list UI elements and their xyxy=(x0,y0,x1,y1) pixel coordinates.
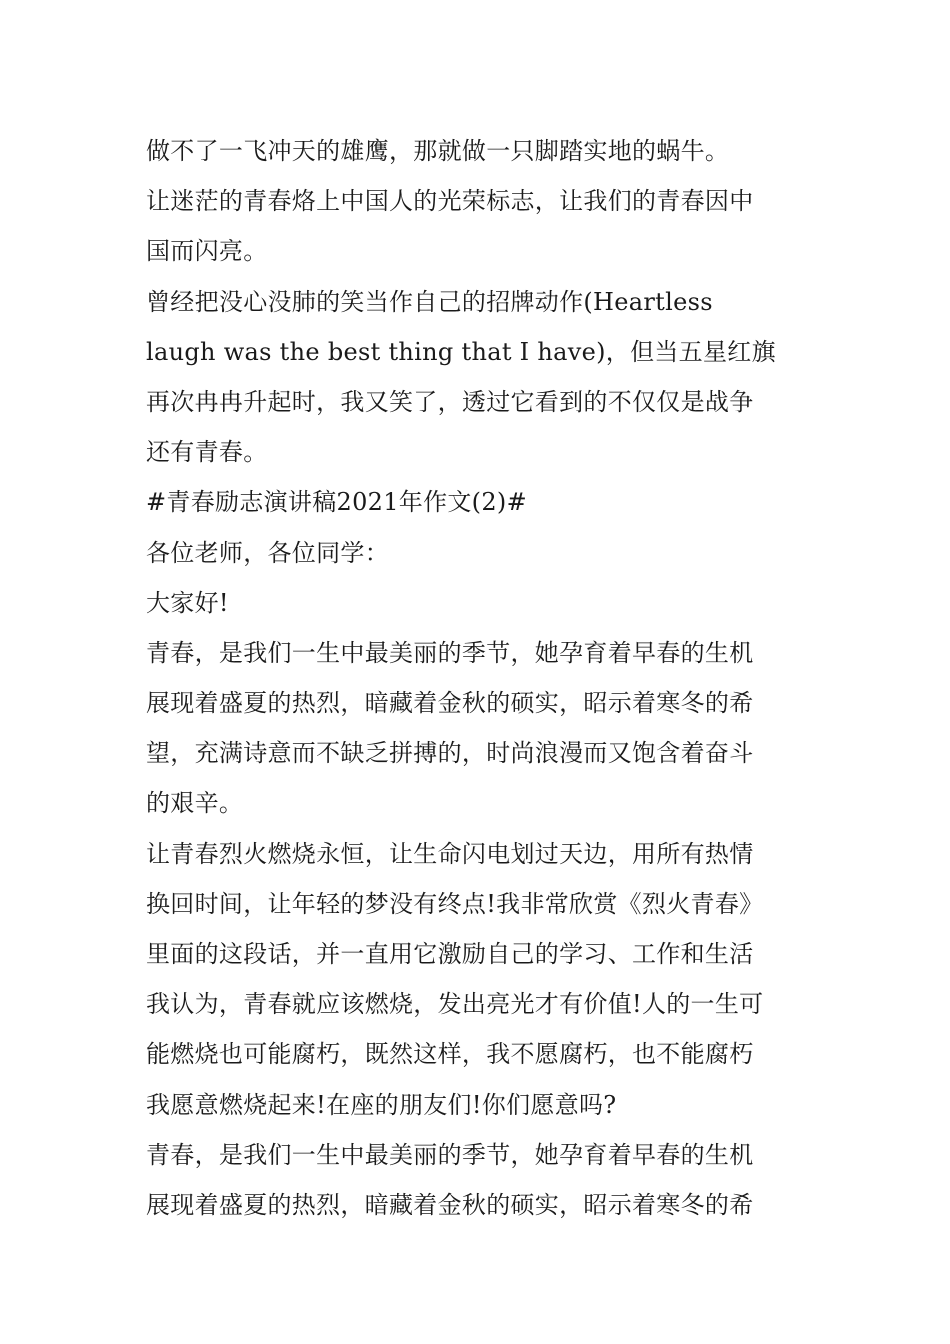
document-body xyxy=(146,126,806,1230)
text-line: 再次冉冉升起时，我又笑了，透过它看到的不仅仅是战争 xyxy=(146,387,754,416)
text-line: laugh was the best thing that I have)，但当五星红旗 xyxy=(146,337,776,366)
text-line: 青春，是我们一生中最美丽的季节，她孕育着早春的生机 xyxy=(146,638,754,667)
section-heading: #青春励志演讲稿2021年作文(2)# xyxy=(146,488,527,517)
text-line: 能燃烧也可能腐朽，既然这样，我不愿腐朽，也不能腐朽 xyxy=(146,1040,754,1069)
text-line: 换回时间，让年轻的梦没有终点!我非常欣赏《烈火青春》 xyxy=(146,889,764,918)
text-line: 曾经把没心没肺的笑当作自己的招牌动作(Heartless xyxy=(146,287,713,316)
salutation: 各位老师，各位同学： xyxy=(146,538,389,567)
text-line: 让青春烈火燃烧永恒，让生命闪电划过天边，用所有热情 xyxy=(146,839,754,868)
text-line: 还有青春。 xyxy=(146,438,268,467)
text-line: 国而闪亮。 xyxy=(146,237,268,266)
text-line: 的艰辛。 xyxy=(146,789,244,818)
text-line: 我认为，青春就应该燃烧，发出亮光才有价值!人的一生可 xyxy=(146,990,764,1019)
text-line: 展现着盛夏的热烈，暗藏着金秋的硕实，昭示着寒冬的希 xyxy=(146,1190,754,1219)
text-line: 青春，是我们一生中最美丽的季节，她孕育着早春的生机 xyxy=(146,1140,754,1169)
text-line: 里面的这段话，并一直用它激励自己的学习、工作和生活 xyxy=(146,940,754,968)
greeting: 大家好! xyxy=(146,588,229,617)
text-line: 我愿意燃烧起来!在座的朋友们!你们愿意吗? xyxy=(146,1090,617,1119)
text-line: 让迷茫的青春烙上中国人的光荣标志，让我们的青春因中 xyxy=(146,187,754,216)
text-line: 望，充满诗意而不缺乏拼搏的，时尚浪漫而又饱含着奋斗 xyxy=(146,739,754,768)
text-line: 展现着盛夏的热烈，暗藏着金秋的硕实，昭示着寒冬的希 xyxy=(146,689,754,718)
text-line: 做不了一飞冲天的雄鹰，那就做一只脚踏实地的蜗牛。 xyxy=(146,137,730,165)
